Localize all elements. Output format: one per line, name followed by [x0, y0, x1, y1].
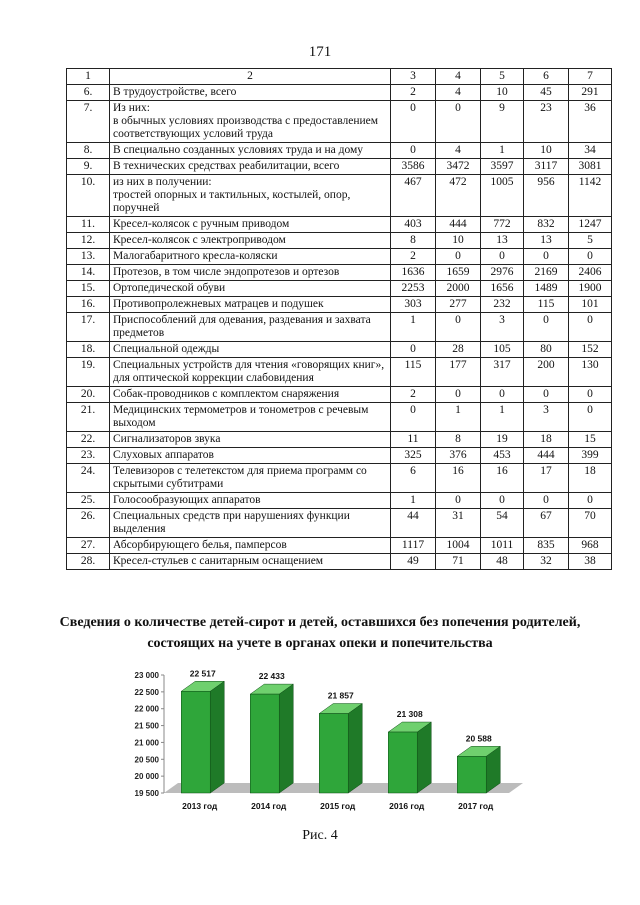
row-value: 70: [569, 509, 612, 538]
row-value: 0: [569, 403, 612, 432]
row-value: 54: [481, 509, 524, 538]
row-value: 467: [391, 175, 436, 217]
row-value: 10: [436, 233, 481, 249]
table-row: [67, 464, 612, 493]
x-tick-label: 2016 год: [389, 801, 425, 811]
row-number: 9.: [67, 159, 110, 175]
row-value: 772: [481, 217, 524, 233]
table-row: [67, 159, 612, 175]
row-value: 303: [391, 297, 436, 313]
x-tick-label: 2015 год: [320, 801, 356, 811]
row-value: 8: [436, 432, 481, 448]
row-label: Медицинских термометров и тонометров с речевым выходом: [110, 403, 391, 432]
row-value: 1005: [481, 175, 524, 217]
row-value: 9: [481, 101, 524, 143]
row-label: из них в получении: тростей опорных и тактильных, костылей, опор, поручней: [110, 175, 391, 217]
row-label: Собак-проводников с комплектом снаряжения: [110, 387, 391, 403]
row-value: 453: [481, 448, 524, 464]
row-value: 472: [436, 175, 481, 217]
table-row: [67, 448, 612, 464]
row-value: 1656: [481, 281, 524, 297]
row-value: 0: [524, 387, 569, 403]
row-value: 835: [524, 538, 569, 554]
header-cell: 2: [110, 69, 391, 85]
table-row: [67, 85, 612, 101]
row-number: 8.: [67, 143, 110, 159]
header-cell: 7: [569, 69, 612, 85]
table-row: [67, 249, 612, 265]
row-value: 2: [391, 387, 436, 403]
row-label: Голосообразующих аппаратов: [110, 493, 391, 509]
row-number: 17.: [67, 313, 110, 342]
row-value: 115: [524, 297, 569, 313]
bar-side: [417, 722, 431, 793]
table-row: [67, 233, 612, 249]
x-tick-label: 2017 год: [458, 801, 494, 811]
row-number: 15.: [67, 281, 110, 297]
row-number: 18.: [67, 342, 110, 358]
row-value: 0: [524, 249, 569, 265]
row-value: 376: [436, 448, 481, 464]
row-value: 36: [569, 101, 612, 143]
row-value: 49: [391, 554, 436, 570]
data-label: 21 857: [327, 690, 354, 701]
page-number: 171: [308, 44, 332, 60]
row-number: 7.: [67, 101, 110, 143]
row-value: 1900: [569, 281, 612, 297]
row-label: Из них: в обычных условиях производства с предоставлением соответствующих условий труда: [110, 101, 391, 143]
row-value: 3081: [569, 159, 612, 175]
row-value: 17: [524, 464, 569, 493]
row-value: 399: [569, 448, 612, 464]
row-value: 0: [569, 493, 612, 509]
row-number: 24.: [67, 464, 110, 493]
row-value: 1004: [436, 538, 481, 554]
row-value: 1: [436, 403, 481, 432]
row-label: Специальных устройств для чтения «говорящих книг», для оптической коррекции слабовидения: [110, 358, 391, 387]
row-value: 10: [481, 85, 524, 101]
row-value: 31: [436, 509, 481, 538]
row-value: 444: [524, 448, 569, 464]
row-value: 0: [524, 313, 569, 342]
row-value: 0: [569, 249, 612, 265]
bar-side: [348, 704, 362, 793]
row-value: 44: [391, 509, 436, 538]
y-tick-label: 22 500: [134, 687, 159, 697]
bar: [319, 714, 348, 793]
table-row: [67, 101, 612, 143]
table-row: [67, 342, 612, 358]
row-value: 2: [391, 85, 436, 101]
row-value: 2169: [524, 265, 569, 281]
row-value: 968: [569, 538, 612, 554]
row-value: 232: [481, 297, 524, 313]
row-number: 14.: [67, 265, 110, 281]
row-value: 200: [524, 358, 569, 387]
row-value: 1: [481, 143, 524, 159]
row-value: 403: [391, 217, 436, 233]
row-number: 10.: [67, 175, 110, 217]
row-value: 16: [481, 464, 524, 493]
row-value: 34: [569, 143, 612, 159]
y-tick-label: 22 000: [134, 704, 159, 714]
row-value: 1659: [436, 265, 481, 281]
data-table: [66, 68, 612, 570]
table-header-row: [67, 69, 612, 85]
data-label: 21 308: [396, 709, 423, 720]
row-value: 317: [481, 358, 524, 387]
row-value: 0: [391, 143, 436, 159]
x-tick-label: 2014 год: [251, 801, 287, 811]
bar-side: [279, 684, 293, 793]
bar-chart-svg: [114, 660, 524, 816]
row-number: 11.: [67, 217, 110, 233]
y-tick-label: 21 000: [134, 738, 159, 748]
table-row: [67, 358, 612, 387]
bar: [388, 732, 417, 793]
row-value: 80: [524, 342, 569, 358]
row-value: 2976: [481, 265, 524, 281]
row-value: 71: [436, 554, 481, 570]
y-tick-label: 23 000: [134, 671, 159, 680]
table-row: [67, 509, 612, 538]
row-value: 0: [481, 387, 524, 403]
row-value: 18: [569, 464, 612, 493]
row-value: 3597: [481, 159, 524, 175]
x-tick-label: 2013 год: [182, 801, 218, 811]
row-value: 0: [391, 403, 436, 432]
header-cell: 4: [436, 69, 481, 85]
row-value: 3: [524, 403, 569, 432]
figure-label: Рис. 4: [302, 828, 338, 843]
row-label: Слуховых аппаратов: [110, 448, 391, 464]
row-label: Ортопедической обуви: [110, 281, 391, 297]
y-tick-label: 20 000: [134, 772, 159, 782]
row-value: 45: [524, 85, 569, 101]
row-value: 32: [524, 554, 569, 570]
row-label: Сигнализаторов звука: [110, 432, 391, 448]
row-value: 16: [436, 464, 481, 493]
row-number: 28.: [67, 554, 110, 570]
row-label: Специальной одежды: [110, 342, 391, 358]
row-value: 152: [569, 342, 612, 358]
row-value: 1117: [391, 538, 436, 554]
row-number: 21.: [67, 403, 110, 432]
row-value: 1489: [524, 281, 569, 297]
row-label: Кресел-колясок с электроприводом: [110, 233, 391, 249]
table-row: [67, 313, 612, 342]
row-label: Телевизоров с телетекстом для приема программ со скрытыми субтитрами: [110, 464, 391, 493]
row-value: 1142: [569, 175, 612, 217]
row-value: 6: [391, 464, 436, 493]
row-value: 0: [436, 101, 481, 143]
bar: [457, 756, 486, 793]
row-value: 3117: [524, 159, 569, 175]
row-value: 23: [524, 101, 569, 143]
data-label: 22 433: [258, 671, 285, 682]
header-cell: 6: [524, 69, 569, 85]
row-label: Приспособлений для одевания, раздевания и захвата предметов: [110, 313, 391, 342]
row-value: 10: [524, 143, 569, 159]
row-value: 0: [436, 387, 481, 403]
row-value: 1636: [391, 265, 436, 281]
row-number: 12.: [67, 233, 110, 249]
row-number: 25.: [67, 493, 110, 509]
table-row: [67, 143, 612, 159]
row-label: Специальных средств при нарушениях функции выделения: [110, 509, 391, 538]
bar-side: [210, 681, 224, 793]
row-label: Кресел-стульев с санитарным оснащением: [110, 554, 391, 570]
row-value: 101: [569, 297, 612, 313]
row-value: 1: [481, 403, 524, 432]
table-row: [67, 493, 612, 509]
row-value: 2: [391, 249, 436, 265]
row-value: 105: [481, 342, 524, 358]
row-value: 2000: [436, 281, 481, 297]
row-value: 0: [436, 249, 481, 265]
row-value: 4: [436, 143, 481, 159]
y-tick-label: 21 500: [134, 721, 159, 731]
row-value: 832: [524, 217, 569, 233]
row-value: 0: [481, 493, 524, 509]
row-value: 1: [391, 493, 436, 509]
row-value: 1: [391, 313, 436, 342]
row-value: 13: [481, 233, 524, 249]
row-number: 26.: [67, 509, 110, 538]
table-row: [67, 297, 612, 313]
row-value: 28: [436, 342, 481, 358]
row-value: 0: [436, 493, 481, 509]
row-number: 19.: [67, 358, 110, 387]
row-label: Абсорбирующего белья, памперсов: [110, 538, 391, 554]
row-value: 67: [524, 509, 569, 538]
data-label: 22 517: [189, 668, 216, 679]
row-value: 956: [524, 175, 569, 217]
row-value: 130: [569, 358, 612, 387]
row-value: 1011: [481, 538, 524, 554]
table-row: [67, 432, 612, 448]
header-cell: 5: [481, 69, 524, 85]
table-row: [67, 175, 612, 217]
row-label: В трудоустройстве, всего: [110, 85, 391, 101]
bar-chart: [114, 660, 524, 816]
row-value: 0: [391, 342, 436, 358]
row-number: 6.: [67, 85, 110, 101]
row-value: 177: [436, 358, 481, 387]
row-label: Протезов, в том числе эндопротезов и ортезов: [110, 265, 391, 281]
row-value: 3586: [391, 159, 436, 175]
row-value: 3: [481, 313, 524, 342]
row-number: 27.: [67, 538, 110, 554]
row-number: 16.: [67, 297, 110, 313]
row-value: 2253: [391, 281, 436, 297]
header-cell: 3: [391, 69, 436, 85]
row-number: 23.: [67, 448, 110, 464]
bar: [250, 694, 279, 793]
row-value: 115: [391, 358, 436, 387]
row-label: В технических средствах реабилитации, всего: [110, 159, 391, 175]
row-value: 4: [436, 85, 481, 101]
row-value: 19: [481, 432, 524, 448]
y-tick-label: 20 500: [134, 755, 159, 765]
row-label: В специально созданных условиях труда и на дому: [110, 143, 391, 159]
row-value: 2406: [569, 265, 612, 281]
row-label: Кресел-колясок с ручным приводом: [110, 217, 391, 233]
row-number: 13.: [67, 249, 110, 265]
row-value: 13: [524, 233, 569, 249]
row-value: 15: [569, 432, 612, 448]
row-value: 277: [436, 297, 481, 313]
row-value: 18: [524, 432, 569, 448]
table-row: [67, 217, 612, 233]
bar: [181, 691, 210, 793]
row-value: 291: [569, 85, 612, 101]
row-value: 8: [391, 233, 436, 249]
row-label: Противопролежневых матрацев и подушек: [110, 297, 391, 313]
row-number: 20.: [67, 387, 110, 403]
row-value: 0: [391, 101, 436, 143]
data-label: 20 588: [465, 733, 492, 744]
y-tick-label: 19 500: [134, 789, 159, 798]
table-row: [67, 387, 612, 403]
row-value: 11: [391, 432, 436, 448]
row-label: Малогабаритного кресла-коляски: [110, 249, 391, 265]
row-value: 0: [524, 493, 569, 509]
row-value: 1247: [569, 217, 612, 233]
table-row: [67, 403, 612, 432]
row-value: 38: [569, 554, 612, 570]
table-row: [67, 554, 612, 570]
table-row: [67, 281, 612, 297]
table-row: [67, 538, 612, 554]
table-row: [67, 265, 612, 281]
row-value: 0: [569, 313, 612, 342]
row-value: 5: [569, 233, 612, 249]
row-value: 0: [436, 313, 481, 342]
row-number: 22.: [67, 432, 110, 448]
row-value: 0: [481, 249, 524, 265]
row-value: 325: [391, 448, 436, 464]
header-cell: 1: [67, 69, 110, 85]
row-value: 48: [481, 554, 524, 570]
row-value: 0: [569, 387, 612, 403]
row-value: 3472: [436, 159, 481, 175]
row-value: 444: [436, 217, 481, 233]
chart-caption: Сведения о количестве детей-сирот и детей, оставшихся без попечения родителей, состоящих на учете в органах опеки и попечительства: [59, 615, 581, 651]
